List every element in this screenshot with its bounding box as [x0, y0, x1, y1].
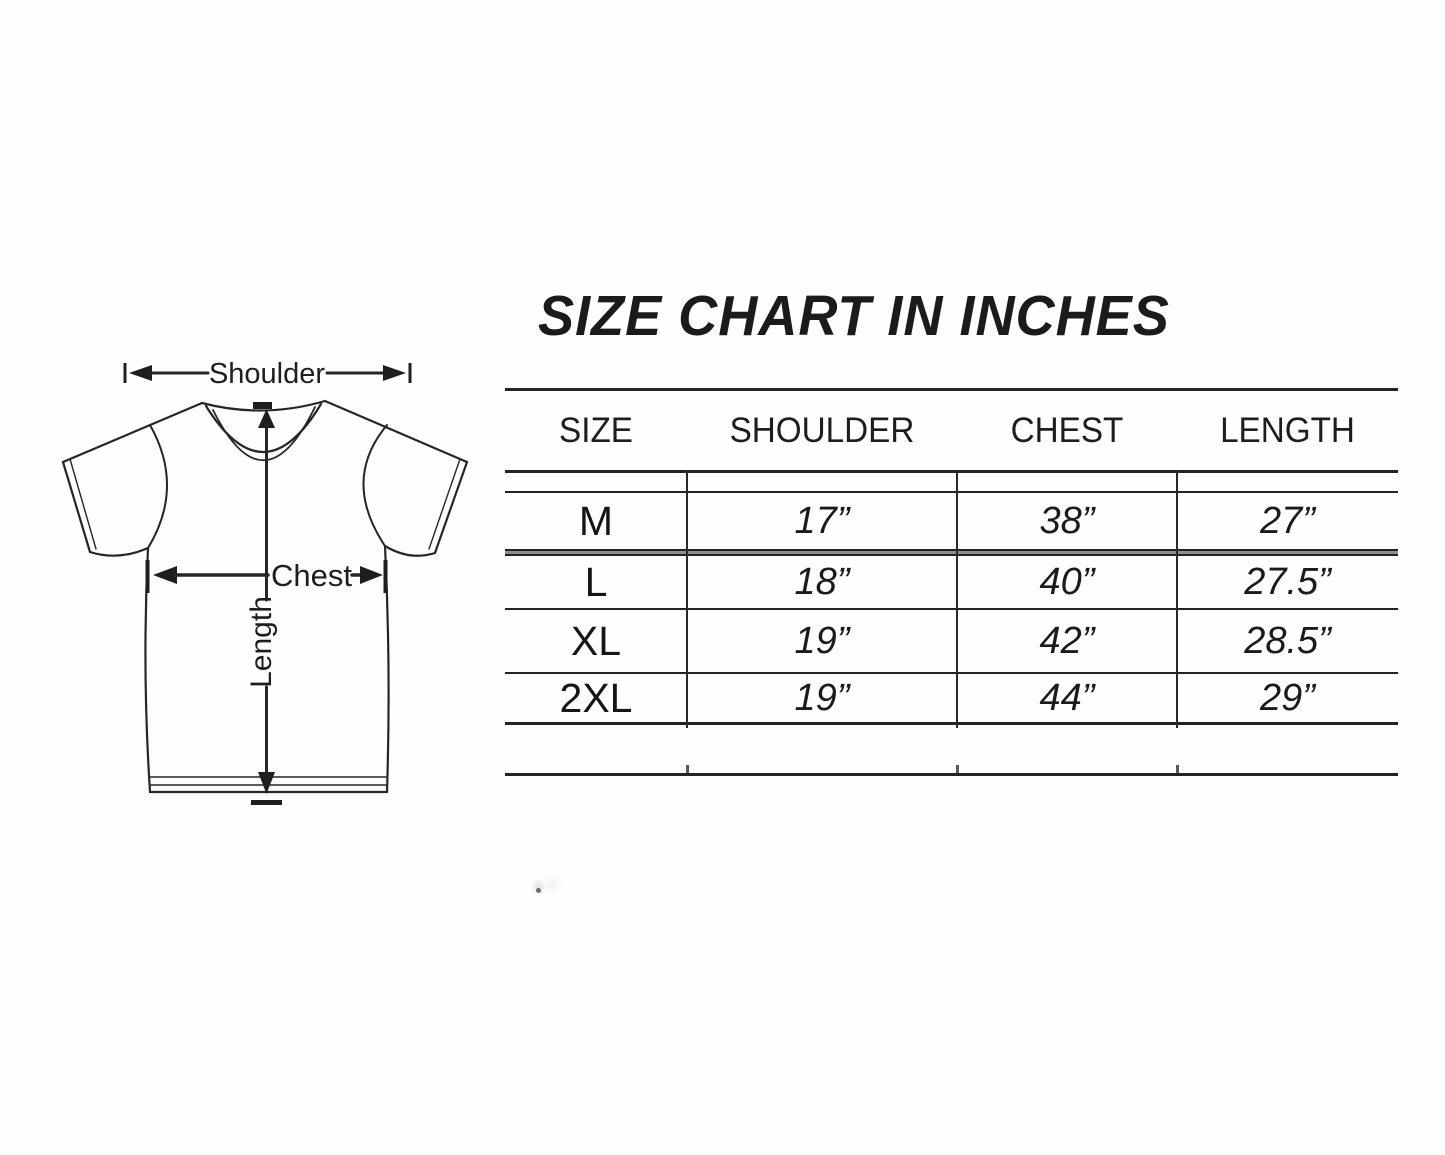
header-chest: CHEST	[1010, 411, 1124, 450]
length-value: 28.5”	[1244, 620, 1331, 662]
header-shoulder: SHOULDER	[729, 411, 915, 450]
column-line-remnant	[686, 765, 689, 773]
shoulder-arrow	[124, 358, 412, 390]
length-value: 27”	[1260, 500, 1315, 542]
table-row-l	[505, 556, 1398, 608]
column-line-remnant	[1176, 765, 1179, 773]
table-header-row	[505, 394, 1398, 468]
table-row-xl	[505, 610, 1398, 672]
chest-value: 42”	[1039, 620, 1095, 662]
double-divider	[505, 549, 1398, 556]
column-separator	[1176, 470, 1178, 728]
size-value: 2XL	[559, 675, 633, 721]
size-value: XL	[570, 618, 622, 664]
shoulder-value: 19”	[794, 620, 850, 662]
chest-value: 40”	[1039, 561, 1095, 603]
table-footer-line	[505, 773, 1398, 776]
arrowhead-right-icon	[383, 365, 406, 381]
column-separator	[686, 470, 688, 728]
table-row-m	[505, 493, 1398, 549]
size-value: M	[578, 498, 614, 544]
collar-tag-mark	[253, 402, 272, 409]
length-arrow	[245, 409, 282, 805]
scan-speck	[536, 888, 541, 893]
page-title: SIZE CHART IN INCHES	[538, 284, 1170, 348]
shoulder-value: 17”	[794, 500, 850, 542]
length-value: 29”	[1260, 677, 1315, 719]
table-bottom-divider	[505, 722, 1398, 725]
length-label: Length	[245, 596, 278, 688]
table-row-2xl	[505, 674, 1398, 722]
size-table	[505, 388, 1398, 780]
chest-value: 38”	[1039, 500, 1095, 542]
shoulder-value: 19”	[794, 677, 850, 719]
length-value: 27.5”	[1244, 561, 1331, 603]
header-size: SIZE	[559, 411, 633, 450]
column-separator	[956, 470, 958, 728]
chest-label: Chest	[271, 558, 352, 593]
shoulder-value: 18”	[794, 561, 850, 603]
shoulder-label: Shoulder	[208, 358, 326, 390]
arrowhead-down-icon	[258, 772, 275, 794]
table-top-border	[505, 388, 1398, 391]
chest-value: 44”	[1039, 677, 1095, 719]
header-length: LENGTH	[1220, 411, 1355, 450]
tshirt-measurement-diagram	[0, 340, 500, 820]
header-divider	[505, 470, 1398, 473]
column-line-remnant	[956, 765, 959, 773]
arrowhead-right-icon	[360, 566, 383, 584]
size-value: L	[584, 559, 608, 605]
